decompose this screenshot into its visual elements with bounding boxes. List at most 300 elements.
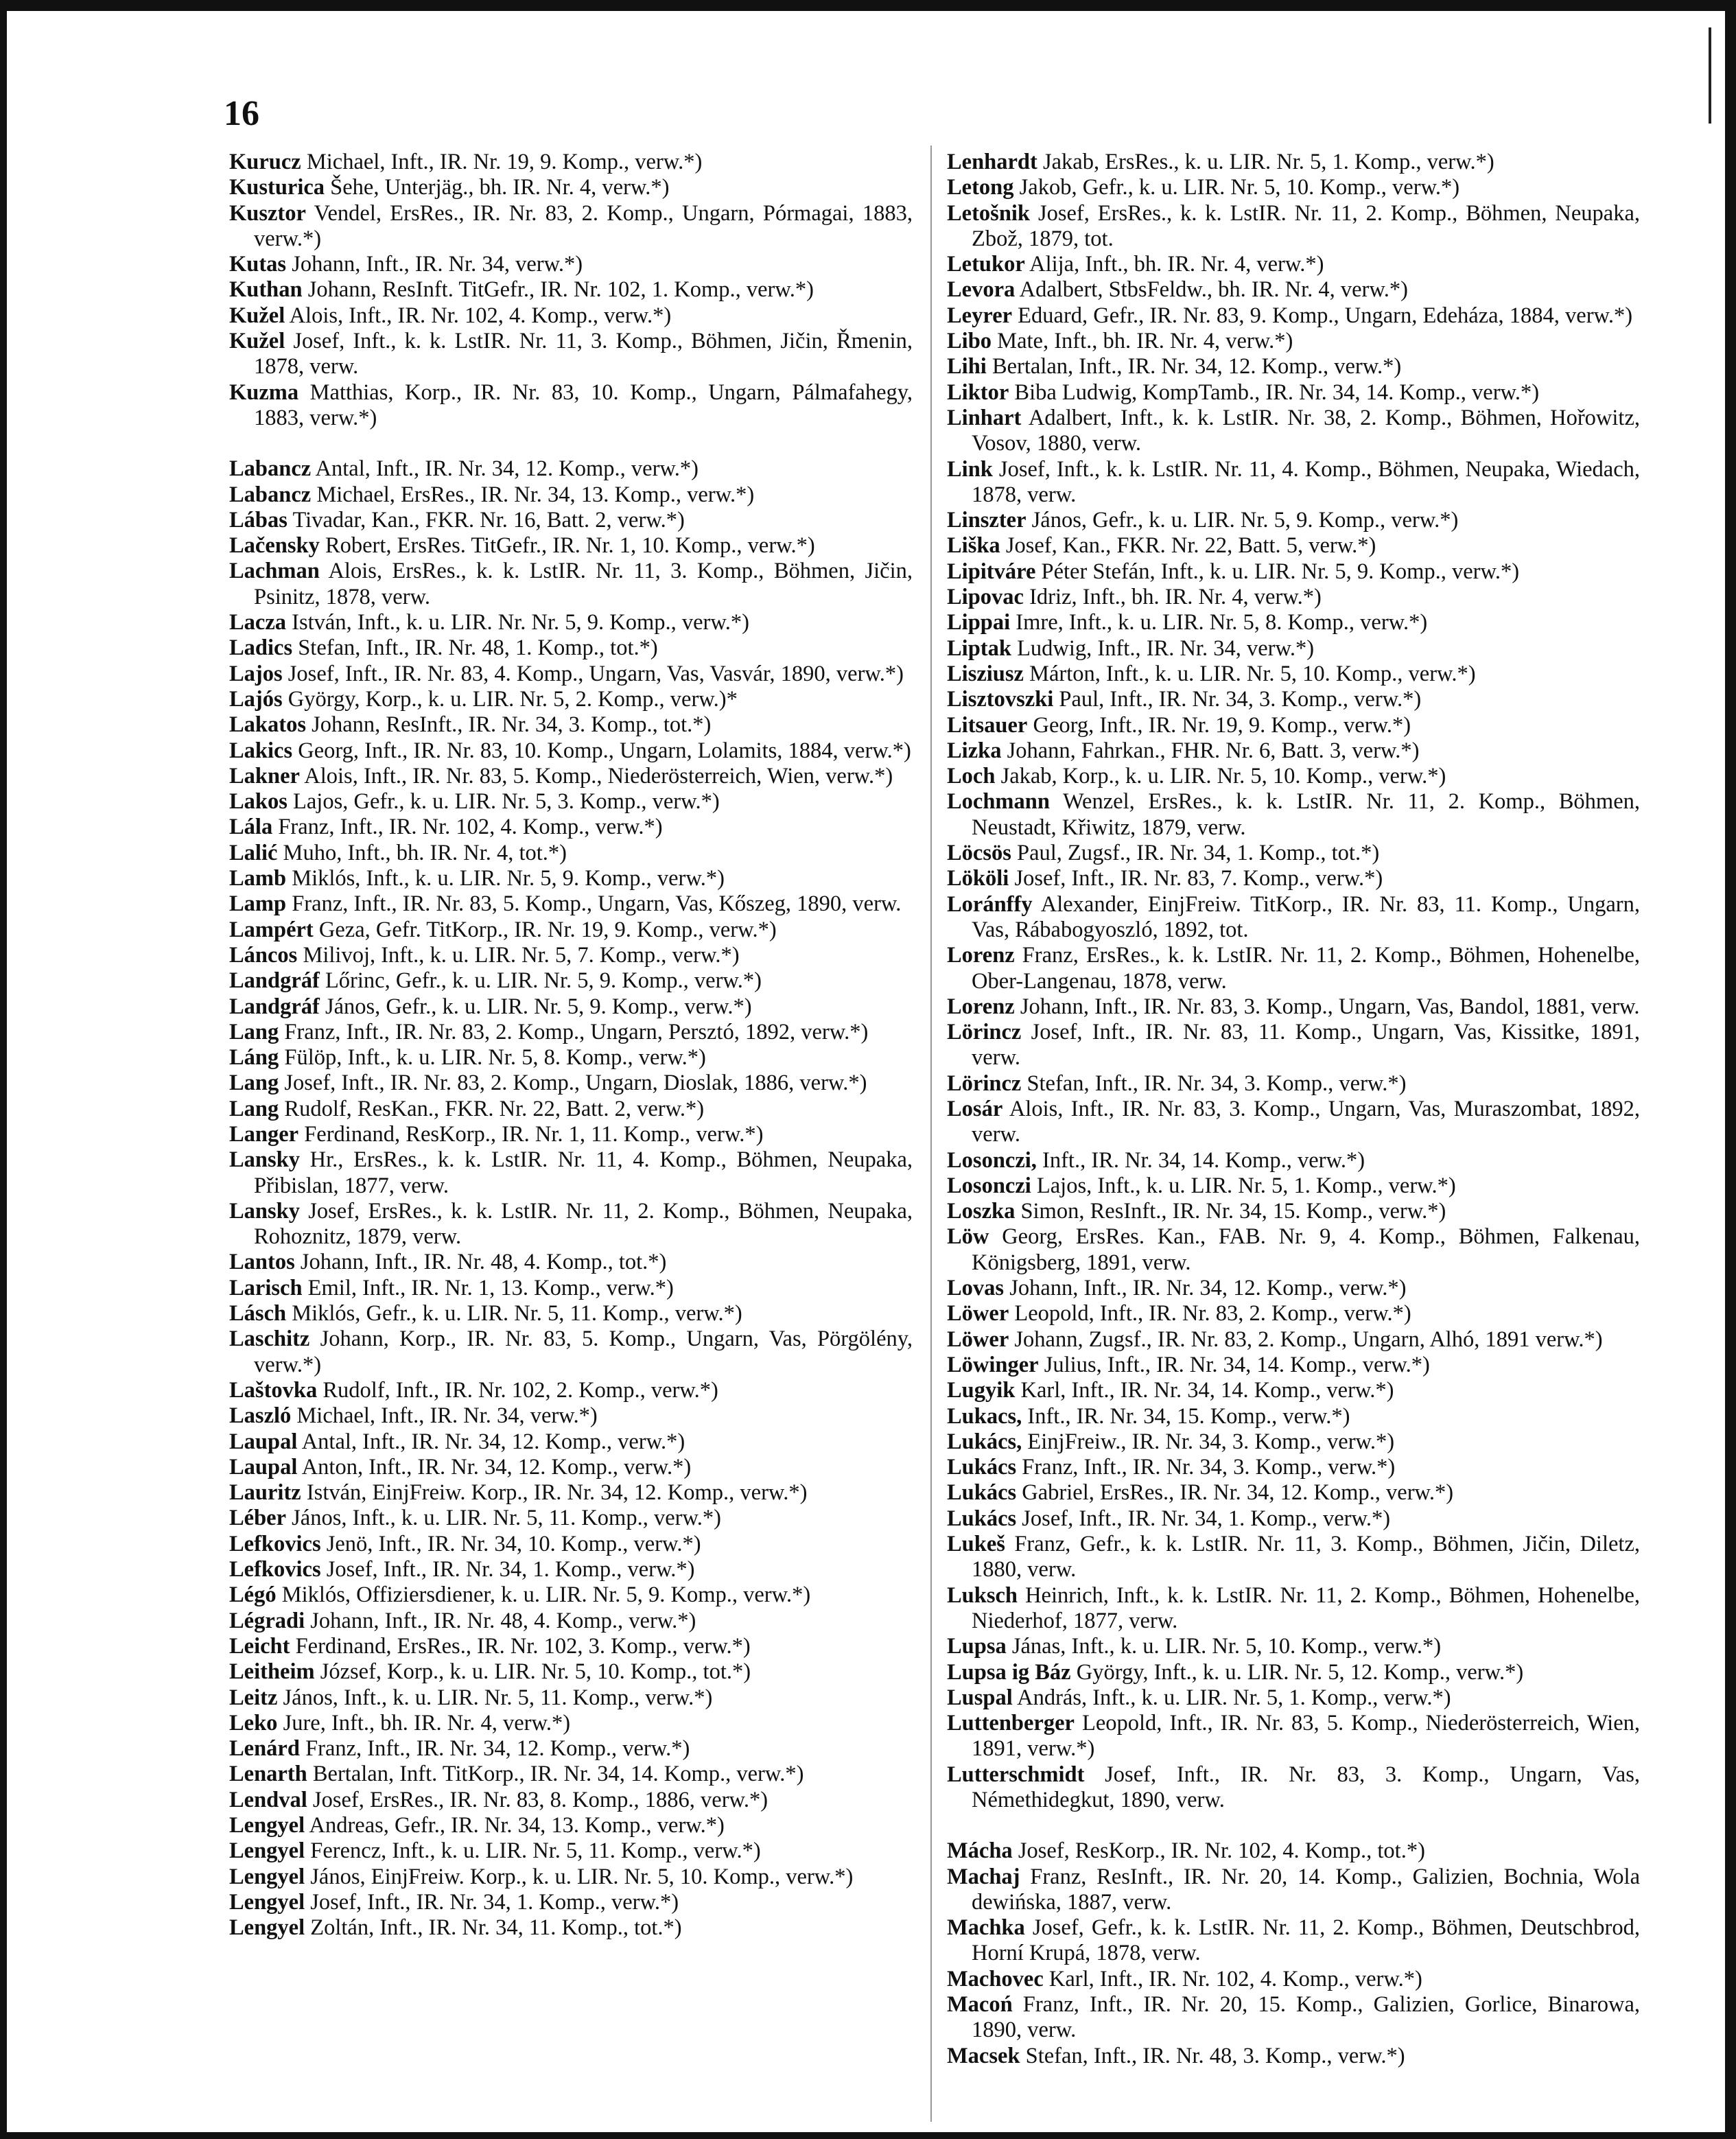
list-entry xyxy=(947,303,1640,329)
entry-surname: Lendval xyxy=(229,1787,307,1812)
entry-details: Tivadar, Kan., FKR. Nr. 16, Batt. 2, verw.*) xyxy=(292,507,685,533)
list-entry xyxy=(947,943,1640,994)
entry-surname: Lukács xyxy=(947,1455,1017,1480)
entry-surname: Lála xyxy=(229,815,273,840)
entry-details: Josef, ErsRes., k. k. LstIR. Nr. 11, 2. Komp., Böhmen, Neupaka, Rohoznitz, 1879, verw. xyxy=(254,1198,913,1250)
list-entry xyxy=(229,1020,913,1045)
list-entry xyxy=(229,1506,913,1531)
entry-surname: Lenhardt xyxy=(947,150,1037,174)
entry-details: Alexander, EinjFreiw. TitKorp., IR. Nr. 83, 11. Komp., Ungarn, Vas, Rábabogyoszló, 1892, tot. xyxy=(972,891,1640,942)
list-entry xyxy=(947,1455,1640,1480)
entry-details: EinjFreiw., IR. Nr. 34, 3. Komp., verw.*) xyxy=(1027,1429,1395,1454)
entry-details: Fülöp, Inft., k. u. LIR. Nr. 5, 8. Komp., verw.*) xyxy=(284,1045,706,1071)
entry-surname: Légó xyxy=(229,1582,277,1608)
list-entry xyxy=(229,687,913,712)
entry-details: Josef, Inft., IR. Nr. 34, 1. Komp., verw.*) xyxy=(326,1557,695,1582)
entry-details: Franz, Inft., IR. Nr. 34, 12. Komp., verw.*) xyxy=(305,1736,690,1762)
entry-surname: Lengyel xyxy=(229,1864,305,1889)
entry-details: Rudolf, ResKan., FKR. Nr. 22, Batt. 2, verw.*) xyxy=(284,1096,705,1121)
list-entry xyxy=(229,866,913,891)
entry-details: Lajos, Gefr., k. u. LIR. Nr. 5, 3. Komp., verw.*) xyxy=(293,789,720,815)
list-entry xyxy=(947,585,1640,610)
list-entry xyxy=(229,994,913,1020)
entry-details: Rudolf, Inft., IR. Nr. 102, 2. Komp., verw.*) xyxy=(322,1377,718,1403)
entry-details: János, Inft., k. u. LIR. Nr. 5, 11. Komp., verw.*) xyxy=(283,1685,713,1710)
entry-surname: Löwer xyxy=(947,1326,1009,1352)
list-entry xyxy=(947,406,1640,457)
entry-surname: Lupsa xyxy=(947,1634,1007,1659)
list-entry xyxy=(947,892,1640,944)
entry-details: Emil, Inft., IR. Nr. 1, 13. Komp., verw.*) xyxy=(307,1275,674,1300)
entry-surname: Léber xyxy=(229,1506,287,1531)
entry-surname: Lakos xyxy=(229,789,288,815)
entry-surname: Lampért xyxy=(229,917,314,942)
entry-surname: Lengyel xyxy=(229,1838,305,1864)
entry-details: Josef, Inft., k. k. LstIR. Nr. 11, 3. Komp., Böhmen, Jičin, Řmenin, 1878, verw. xyxy=(254,329,913,379)
entry-surname: Kužel xyxy=(229,329,285,354)
entry-details: Milivoj, Inft., k. u. LIR. Nr. 5, 7. Komp., verw.*) xyxy=(303,942,740,968)
list-entry xyxy=(229,1838,913,1864)
entry-details: Franz, Inft., IR. Nr. 34, 3. Komp., verw.*) xyxy=(1022,1455,1396,1480)
entry-details: Franz, Inft., IR. Nr. 20, 15. Komp., Galizien, Gorlice, Binarowa, 1890, verw. xyxy=(972,1992,1641,2043)
entry-surname: Langer xyxy=(229,1121,299,1147)
entry-details: Ludwig, Inft., IR. Nr. 34, verw.*) xyxy=(1017,635,1315,661)
entry-details: Stefan, Inft., IR. Nr. 34, 3. Komp., verw.*) xyxy=(1027,1071,1407,1096)
entry-details: Ferencz, Inft., k. u. LIR. Nr. 5, 11. Komp., verw.*) xyxy=(310,1838,761,1864)
entry-surname: Machaj xyxy=(947,1864,1020,1889)
entry-surname: Lang xyxy=(229,1019,279,1044)
entry-surname: Lalić xyxy=(229,840,278,865)
entry-details: Johann, Inft., IR. Nr. 48, 4. Komp., verw.*) xyxy=(310,1608,696,1633)
entry-surname: Machka xyxy=(947,1915,1025,1941)
list-entry xyxy=(229,1403,913,1429)
list-entry xyxy=(229,1378,913,1403)
entry-surname: Landgráf xyxy=(229,994,320,1019)
entry-details: József, Korp., k. u. LIR. Nr. 5, 10. Komp., tot.*) xyxy=(320,1659,751,1685)
list-entry xyxy=(947,277,1640,303)
entry-surname: Lengyel xyxy=(229,1889,305,1915)
entry-details: Imre, Inft., k. u. LIR. Nr. 5, 8. Komp., verw.*) xyxy=(1016,610,1428,635)
entry-surname: Laupal xyxy=(229,1454,298,1480)
entry-details: Johann, Zugsf., IR. Nr. 83, 2. Komp., Ungarn, Alhó, 1891 verw.*) xyxy=(1014,1326,1603,1352)
scan-border-left xyxy=(0,0,7,2139)
entry-surname: Lukács, xyxy=(947,1429,1022,1454)
entry-surname: Kutas xyxy=(229,252,287,277)
entry-surname: Lukács xyxy=(947,1480,1017,1506)
list-entry xyxy=(947,150,1640,175)
entry-details: György, Korp., k. u. LIR. Nr. 5, 2. Komp., verw.)* xyxy=(288,686,738,712)
entry-surname: Larisch xyxy=(229,1275,303,1300)
entry-details: Inft., IR. Nr. 34, 14. Komp., verw.*) xyxy=(1042,1147,1365,1173)
entry-details: Alois, ErsRes., k. k. LstIR. Nr. 11, 3. Komp., Böhmen, Jičin, Psinitz, 1878, verw. xyxy=(254,559,913,609)
entry-surname: Lenarth xyxy=(229,1762,307,1787)
list-entry xyxy=(947,1711,1640,1762)
list-entry xyxy=(229,1199,913,1250)
list-entry xyxy=(229,712,913,738)
entry-details: Georg, Inft., IR. Nr. 19, 9. Komp., verw.*) xyxy=(1033,712,1411,738)
list-entry xyxy=(947,380,1640,406)
list-entry xyxy=(947,201,1640,253)
list-entry xyxy=(229,303,913,329)
entry-details: Gabriel, ErsRes., IR. Nr. 34, 12. Komp., verw.*) xyxy=(1022,1480,1454,1506)
entry-surname: Leicht xyxy=(229,1633,290,1659)
entry-details: Bertalan, Inft., IR. Nr. 34, 12. Komp., verw.*) xyxy=(992,354,1402,379)
entry-details: Franz, ErsRes., k. k. LstIR. Nr. 11, 2. Komp., Böhmen, Hohenelbe, Ober-Langenau, 1878, verw. xyxy=(972,943,1641,994)
list-entry xyxy=(229,1711,913,1736)
entry-details: Jakab, ErsRes., k. u. LIR. Nr. 5, 1. Komp., verw.*) xyxy=(1042,150,1494,174)
entry-details: Julius, Inft., IR. Nr. 34, 14. Komp., verw.*) xyxy=(1044,1352,1430,1377)
entry-surname: Lengyel xyxy=(229,1813,305,1838)
list-entry xyxy=(229,1813,913,1838)
list-entry xyxy=(229,635,913,661)
entry-surname: Letošnik xyxy=(947,200,1031,226)
list-entry xyxy=(229,789,913,815)
entry-surname: Leko xyxy=(229,1710,278,1735)
entry-surname: Löcsös xyxy=(947,841,1011,866)
entry-details: Miklós, Offiziersdiener, k. u. LIR. Nr. 5, 9. Komp., verw.*) xyxy=(281,1582,811,1608)
entry-surname: Losár xyxy=(947,1096,1003,1121)
list-entry xyxy=(947,1660,1640,1685)
right-column xyxy=(947,150,1640,2069)
entry-surname: Laschitz xyxy=(229,1326,310,1352)
entry-details: Andreas, Gefr., IR. Nr. 34, 13. Komp., verw.*) xyxy=(309,1813,725,1838)
entry-details: Jakob, Gefr., k. u. LIR. Nr. 5, 10. Komp., verw.*) xyxy=(1019,175,1460,200)
entry-surname: Löwer xyxy=(947,1301,1009,1326)
list-entry xyxy=(947,354,1640,379)
entry-details: Alois, Inft., IR. Nr. 102, 4. Komp., verw.*) xyxy=(289,303,672,328)
entry-surname: Levora xyxy=(947,277,1016,303)
entry-surname: Lenárd xyxy=(229,1736,300,1762)
list-entry xyxy=(229,1788,913,1813)
list-entry xyxy=(229,533,913,559)
entry-surname: Lukács xyxy=(947,1506,1017,1531)
list-entry xyxy=(229,1532,913,1557)
entry-details: Josef, Inft., IR. Nr. 83, 3. Komp., Ungarn, Vas, Némethidegkut, 1890, verw. xyxy=(972,1762,1641,1812)
list-entry xyxy=(229,1736,913,1762)
entry-surname: Litsauer xyxy=(947,712,1028,738)
list-entry xyxy=(947,175,1640,200)
entry-details: Heinrich, Inft., k. k. LstIR. Nr. 11, 2. Komp., Böhmen, Hohenelbe, Niederhof, 1877, verw. xyxy=(972,1582,1640,1633)
entry-surname: Liktor xyxy=(947,379,1009,405)
entry-details: István, EinjFreiw. Korp., IR. Nr. 34, 12. Komp., verw.*) xyxy=(306,1480,808,1506)
entry-details: Péter Stefán, Inft., k. u. LIR. Nr. 5, 9. Komp., verw.*) xyxy=(1041,559,1520,584)
list-entry xyxy=(947,789,1640,841)
list-entry xyxy=(229,891,913,917)
entry-details: Lajos, Inft., k. u. LIR. Nr. 5, 1. Komp., verw.*) xyxy=(1036,1173,1456,1198)
list-entry xyxy=(229,1480,913,1506)
list-entry xyxy=(947,1685,1640,1711)
list-entry xyxy=(947,1020,1640,1071)
entry-details: Paul, Zugsf., IR. Nr. 34, 1. Komp., tot.*) xyxy=(1017,841,1380,866)
entry-details: Johann, Inft., IR. Nr. 48, 4. Komp., tot.*) xyxy=(300,1250,667,1275)
list-entry xyxy=(229,1762,913,1787)
entry-details: Franz, Inft., IR. Nr. 83, 5. Komp., Ungarn, Vas, Kőszeg, 1890, verw. xyxy=(292,891,902,917)
entry-surname: Liška xyxy=(947,533,1000,559)
entry-details: Antal, Inft., IR. Nr. 34, 12. Komp., verw.*) xyxy=(315,456,699,482)
entry-details: Stefan, Inft., IR. Nr. 48, 1. Komp., tot.*) xyxy=(298,635,658,661)
list-entry xyxy=(229,841,913,866)
list-entry xyxy=(947,1762,1640,1814)
entry-details: Hr., ErsRes., k. k. LstIR. Nr. 11, 4. Komp., Böhmen, Neupaka, Přibislan, 1877, verw. xyxy=(254,1147,913,1198)
entry-surname: Lásch xyxy=(229,1301,287,1326)
entry-surname: Láncos xyxy=(229,942,298,968)
entry-details: Vendel, ErsRes., IR. Nr. 83, 2. Komp., Ungarn, Pórmagai, 1883, verw.*) xyxy=(254,200,913,251)
entry-details: Idriz, Inft., bh. IR. Nr. 4, verw.*) xyxy=(1029,585,1322,610)
list-entry xyxy=(229,764,913,789)
entry-surname: Kužel xyxy=(229,303,285,328)
list-entry xyxy=(947,1071,1640,1097)
entry-details: Mate, Inft., bh. IR. Nr. 4, verw.*) xyxy=(997,329,1293,354)
entry-surname: Lipitváre xyxy=(947,559,1036,584)
list-entry xyxy=(229,329,913,380)
entry-surname: Lamp xyxy=(229,891,287,917)
entry-details: Johann, ResInft., IR. Nr. 34, 3. Komp., tot.*) xyxy=(312,712,712,738)
list-entry xyxy=(947,1838,1640,1864)
entry-surname: Lorenz xyxy=(947,994,1015,1019)
entry-details: Bertalan, Inft. TitKorp., IR. Nr. 34, 14. Komp., verw.*) xyxy=(312,1762,804,1787)
entry-details: Biba Ludwig, KompTamb., IR. Nr. 34, 14. Komp., verw.*) xyxy=(1014,379,1540,405)
list-entry xyxy=(947,1173,1640,1199)
list-entry xyxy=(947,1865,1640,1916)
list-entry xyxy=(229,456,913,482)
entry-details: Josef, Inft., IR. Nr. 83, 7. Komp., verw.*) xyxy=(1014,866,1383,891)
entry-details: Franz, Inft., IR. Nr. 102, 4. Komp., verw.*) xyxy=(278,815,663,840)
entry-surname: Letukor xyxy=(947,252,1025,277)
list-entry xyxy=(229,150,913,175)
list-entry xyxy=(947,764,1640,789)
entry-details: Josef, Inft., k. k. LstIR. Nr. 11, 4. Komp., Böhmen, Neupaka, Wiedach, 1878, verw. xyxy=(972,456,1641,507)
entry-surname: Landgráf xyxy=(229,968,320,994)
entry-surname: Kusturica xyxy=(229,175,325,200)
entry-details: Leopold, Inft., IR. Nr. 83, 2. Komp., verw.*) xyxy=(1014,1301,1411,1326)
entry-details: Franz, Gefr., k. k. LstIR. Nr. 11, 3. Komp., Böhmen, Jičin, Diletz, 1880, verw. xyxy=(972,1532,1640,1582)
entry-details: Josef, ErsRes., k. k. LstIR. Nr. 11, 2. Komp., Böhmen, Neupaka, Zbož, 1879, tot. xyxy=(972,200,1640,251)
entry-surname: Leyrer xyxy=(947,303,1013,328)
list-entry xyxy=(229,738,913,764)
entry-surname: Lakatos xyxy=(229,712,306,738)
list-entry xyxy=(229,1582,913,1608)
entry-surname: Lachman xyxy=(229,559,320,584)
list-entry xyxy=(947,1583,1640,1635)
entry-surname: Lačensky xyxy=(229,533,320,559)
entry-details: Johann, ResInft. TitGefr., IR. Nr. 102, 1. Komp., verw.*) xyxy=(307,277,814,303)
entry-surname: Löw xyxy=(947,1224,989,1250)
entry-details: Karl, Inft., IR. Nr. 102, 4. Komp., verw.*) xyxy=(1048,1966,1422,1991)
entry-details: Stefan, Inft., IR. Nr. 48, 3. Komp., verw.*) xyxy=(1025,2043,1405,2068)
entry-details: György, Inft., k. u. LIR. Nr. 5, 12. Komp., verw.*) xyxy=(1076,1659,1524,1685)
entry-surname: Lisztovszki xyxy=(947,687,1054,712)
entry-surname: Lorenz xyxy=(947,943,1015,968)
list-entry xyxy=(947,1148,1640,1173)
list-entry xyxy=(947,1429,1640,1455)
entry-details: Adalbert, Inft., k. k. LstIR. Nr. 38, 2. Komp., Böhmen, Hořowitz, Vosov, 1880, verw. xyxy=(972,405,1640,456)
list-entry xyxy=(229,1147,913,1199)
list-entry xyxy=(229,1071,913,1096)
list-entry xyxy=(229,1865,913,1890)
list-entry xyxy=(947,533,1640,559)
entry-details: Robert, ErsRes. TitGefr., IR. Nr. 1, 10. Komp., verw.*) xyxy=(325,533,815,559)
list-entry xyxy=(947,2044,1640,2069)
entry-surname: Lihi xyxy=(947,354,987,379)
entry-surname: Kuzma xyxy=(229,379,299,405)
entry-surname: Luttenberger xyxy=(947,1711,1075,1736)
entry-details: Johann, Fahrkan., FHR. Nr. 6, Batt. 3, verw.*) xyxy=(1007,738,1420,763)
entry-surname: Lukacs, xyxy=(947,1403,1022,1429)
entry-surname: Lörincz xyxy=(947,1071,1022,1096)
list-entry xyxy=(947,610,1640,635)
entry-surname: Lengyel xyxy=(229,1915,305,1941)
list-entry xyxy=(229,277,913,303)
entry-details: András, Inft., k. u. LIR. Nr. 5, 1. Komp., verw.*) xyxy=(1017,1685,1451,1710)
entry-surname: Linhart xyxy=(947,405,1022,430)
list-entry xyxy=(947,662,1640,687)
list-entry xyxy=(229,1685,913,1711)
list-entry xyxy=(947,636,1640,662)
entry-surname: Kuthan xyxy=(229,277,303,303)
entry-surname: Kusztor xyxy=(229,200,306,226)
entry-details: Miklós, Gefr., k. u. LIR. Nr. 5, 11. Komp., verw.*) xyxy=(292,1301,742,1326)
list-entry xyxy=(947,1915,1640,1967)
list-entry xyxy=(947,1353,1640,1378)
entry-details: István, Inft., k. u. LIR. Nr. Nr. 5, 9. Komp., verw.*) xyxy=(292,610,749,635)
entry-details: Márton, Inft., k. u. LIR. Nr. 5, 10. Komp., verw.*) xyxy=(1029,661,1476,686)
list-entry xyxy=(229,482,913,508)
entry-surname: Macoń xyxy=(947,1992,1013,2018)
entry-surname: Lörincz xyxy=(947,1020,1022,1045)
entry-details: Adalbert, StbsFeldw., bh. IR. Nr. 4, verw.*) xyxy=(1019,277,1408,303)
list-entry xyxy=(229,1429,913,1455)
list-entry xyxy=(229,1609,913,1634)
list-entry xyxy=(229,1250,913,1275)
entry-details: János, Gefr., k. u. LIR. Nr. 5, 9. Komp., verw.*) xyxy=(1031,508,1459,533)
entry-details: Franz, Inft., IR. Nr. 83, 2. Komp., Ungarn, Persztó, 1892, verw.*) xyxy=(284,1019,869,1044)
list-entry xyxy=(947,457,1640,509)
list-entry xyxy=(947,866,1640,891)
entry-surname: Ladics xyxy=(229,635,293,661)
entry-details: Eduard, Gefr., IR. Nr. 83, 9. Komp., Ungarn, Edeháza, 1884, verw.*) xyxy=(1018,303,1633,328)
entry-details: Šehe, Unterjäg., bh. IR. Nr. 4, verw.*) xyxy=(330,175,670,200)
entry-surname: Lajos xyxy=(229,661,283,686)
entry-surname: Loch xyxy=(947,764,996,789)
entry-surname: Lovas xyxy=(947,1276,1005,1301)
entry-surname: Laštovka xyxy=(229,1377,318,1403)
entry-surname: Lugyik xyxy=(947,1378,1016,1403)
list-entry xyxy=(229,1634,913,1659)
entry-details: Ferdinand, ResKorp., IR. Nr. 1, 11. Komp., verw.*) xyxy=(304,1121,764,1147)
list-entry xyxy=(947,1301,1640,1326)
entry-surname: Lököli xyxy=(947,866,1009,891)
entry-surname: Lansky xyxy=(229,1198,300,1224)
entry-details: Paul, Inft., IR. Nr. 34, 3. Komp., verw.*) xyxy=(1059,687,1422,712)
entry-details: Jenö, Inft., IR. Nr. 34, 10. Komp., verw.*) xyxy=(326,1531,701,1556)
list-entry xyxy=(947,329,1640,354)
list-entry xyxy=(229,559,913,610)
entry-surname: Lippai xyxy=(947,610,1011,635)
entry-surname: Lang xyxy=(229,1071,279,1096)
entry-surname: Luksch xyxy=(947,1582,1018,1608)
list-entry xyxy=(229,201,913,253)
entry-surname: Lajós xyxy=(229,686,283,712)
left-column xyxy=(229,150,913,1941)
list-entry xyxy=(947,1532,1640,1583)
list-entry xyxy=(229,917,913,943)
list-entry xyxy=(229,175,913,200)
list-entry xyxy=(947,1327,1640,1353)
entry-details: Miklós, Inft., k. u. LIR. Nr. 5, 9. Komp., verw.*) xyxy=(292,866,725,891)
list-entry xyxy=(229,1326,913,1378)
list-entry xyxy=(229,508,913,533)
list-entry xyxy=(947,1097,1640,1148)
entry-surname: Lizka xyxy=(947,738,1002,763)
list-entry xyxy=(229,1557,913,1582)
entry-details: Georg, ErsRes. Kan., FAB. Nr. 9, 4. Komp., Böhmen, Falkenau, Königsberg, 1891, verw. xyxy=(972,1224,1641,1275)
list-entry xyxy=(947,1378,1640,1403)
list-entry xyxy=(229,943,913,968)
section-gap xyxy=(947,1813,1640,1838)
entry-surname: Liptak xyxy=(947,635,1011,661)
list-entry xyxy=(229,1915,913,1941)
list-entry xyxy=(947,1224,1640,1276)
entry-details: Johann, Inft., IR. Nr. 34, 12. Komp., verw.*) xyxy=(1009,1276,1407,1301)
list-entry xyxy=(947,1634,1640,1659)
entry-surname: Loránffy xyxy=(947,891,1033,917)
list-entry xyxy=(229,1455,913,1480)
entry-surname: Lang xyxy=(229,1096,279,1121)
list-entry xyxy=(947,994,1640,1020)
entry-surname: Kurucz xyxy=(229,150,301,174)
list-entry xyxy=(947,1506,1640,1532)
entry-surname: Lacza xyxy=(229,610,287,635)
entry-details: Josef, ResKorp., IR. Nr. 102, 4. Komp., tot.*) xyxy=(1018,1838,1425,1864)
entry-details: Michael, Inft., IR. Nr. 34, verw.*) xyxy=(296,1403,598,1429)
entry-surname: Láng xyxy=(229,1045,279,1071)
list-entry xyxy=(229,252,913,277)
entry-surname: Luspal xyxy=(947,1685,1013,1710)
entry-surname: Lakner xyxy=(229,763,300,788)
list-entry xyxy=(229,1122,913,1147)
section-gap xyxy=(229,431,913,456)
entry-details: Wenzel, ErsRes., k. k. LstIR. Nr. 11, 2. Komp., Böhmen, Neustadt, Křiwitz, 1879, verw. xyxy=(972,789,1641,840)
entry-surname: Lukeš xyxy=(947,1532,1005,1557)
entry-surname: Lefkovics xyxy=(229,1531,321,1556)
entry-surname: Machovec xyxy=(947,1966,1044,1991)
list-entry xyxy=(947,841,1640,866)
list-entry xyxy=(947,1199,1640,1224)
entry-details: Josef, Inft., IR. Nr. 34, 1. Komp., verw.*) xyxy=(1022,1506,1391,1531)
entry-details: Inft., IR. Nr. 34, 15. Komp., verw.*) xyxy=(1027,1403,1350,1429)
list-entry xyxy=(229,380,913,432)
entry-surname: Labancz xyxy=(229,456,312,482)
entry-details: Alois, Inft., IR. Nr. 83, 5. Komp., Niederösterreich, Wien, verw.*) xyxy=(304,763,893,788)
scan-border-top xyxy=(0,0,1736,11)
list-entry xyxy=(229,815,913,840)
entry-details: Antal, Inft., IR. Nr. 34, 12. Komp., verw.*) xyxy=(301,1429,685,1454)
entry-details: János, Inft., k. u. LIR. Nr. 5, 11. Komp., verw.*) xyxy=(292,1506,722,1531)
entry-surname: Lamb xyxy=(229,866,287,891)
entry-details: Jakab, Korp., k. u. LIR. Nr. 5, 10. Komp., verw.*) xyxy=(1000,764,1446,789)
entry-details: János, EinjFreiw. Korp., k. u. LIR. Nr. 5, 10. Komp., verw.*) xyxy=(310,1864,854,1889)
page-number: 16 xyxy=(224,94,259,133)
list-entry xyxy=(229,1659,913,1685)
entry-surname: Link xyxy=(947,456,993,482)
entry-details: Alois, Inft., IR. Nr. 83, 3. Komp., Ungarn, Vas, Muraszombat, 1892, verw. xyxy=(972,1096,1640,1147)
list-entry xyxy=(229,1097,913,1122)
list-entry xyxy=(947,1404,1640,1429)
margin-rule xyxy=(1709,27,1711,124)
entry-details: Johann, Inft., IR. Nr. 34, verw.*) xyxy=(292,252,583,277)
list-entry xyxy=(229,610,913,635)
entry-details: Matthias, Korp., IR. Nr. 83, 10. Komp., Ungarn, Pálmafahegy, 1883, verw.*) xyxy=(254,379,913,430)
